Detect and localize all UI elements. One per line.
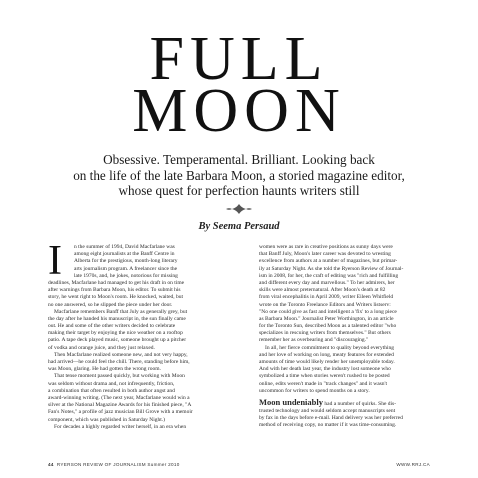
text-line: silver at the National Magazine Awards for his finished piece, "A: [48, 402, 192, 409]
text-line: Fan's Notes," a profile of jazz musician Bill Grove with a memoir: [48, 409, 193, 416]
text-line: component, which was published in Saturday Night.): [48, 416, 166, 423]
text-line: out. He and some of the other writers decided to celebrate: [48, 323, 176, 330]
text-line: late 1970s, and, he jokes, notorious for missing: [74, 272, 178, 279]
page-footer: [48, 462, 430, 467]
headline-line-1: FULL: [149, 25, 329, 93]
deck-line: on the life of the late Barbara Moon, a storied magazine editor,: [73, 167, 405, 183]
text-line: And with her death last year, the industry lost someone who: [259, 366, 391, 373]
body-column-right: [259, 244, 455, 430]
text-line: award-winning writing. (The next year, Macfarlane would win a: [48, 394, 190, 401]
text-line: uncommon for writers to spend months on a story.: [259, 387, 370, 394]
text-line: of vodka and orange juice, and they just relaxed.: [48, 344, 155, 351]
text-line: and her love of working on long, meaty features for extended: [259, 351, 394, 358]
text-line: had arrived—he could feel the chill. There, standing before him,: [48, 359, 190, 365]
text-line: among eight journalists at the Banff Centre in: [74, 251, 175, 258]
website: WWW.RRJ.CA: [396, 462, 430, 467]
text-line: deadlines, Macfarlane had managed to get his draft in on time: [48, 279, 185, 286]
text-line: story, he went right to Moon's room. He knocked, waited, but: [48, 294, 184, 301]
text-line: Alberta for the prestigious, month-long literary: [74, 258, 178, 265]
run-in-head: Moon undeniably: [259, 398, 324, 407]
text-line: excellence from authors at a number of magazines, but primar-: [259, 258, 398, 265]
deck-line: Obsessive. Temperamental. Brilliant. Looking back: [103, 152, 375, 167]
text-line: arts journalism program. A freelancer since the: [74, 265, 178, 272]
text-line: method of receiving copy, no matter if it was time-consuming.: [259, 422, 397, 429]
publication-name: RYERSON REVIEW OF JOURNALISM Summer 2010: [56, 462, 180, 467]
text-line: women were as rare in creative positions as sunny days were: [259, 244, 393, 250]
text-line: that Banff July, Moon's later career was devoted to wresting: [259, 251, 391, 258]
ornament-icon: [224, 203, 254, 215]
text-line: specializes in rescuing writers from themselves." But others: [259, 330, 391, 337]
text-line: online, edits weren't made in "track changes" and it wasn't: [259, 380, 388, 387]
text-line: Then Macfarlane realized someone new, and not very happy,: [54, 351, 188, 358]
text-line: the day after he handed his manuscript in, the sun finally came: [48, 315, 186, 322]
text-line: and different every day and marvellous." To her admirers, her: [259, 279, 395, 286]
text-line: a combination that often resulted in both author angst and: [48, 387, 175, 394]
text-line: from viral encephalitis in April 2009, writer Eileen Whitfield: [259, 294, 394, 301]
text-line: That tense moment passed quickly, but working with Moon: [54, 373, 185, 380]
text-line: wrote on the Toronto Freelance Editors and Writers listserv:: [259, 301, 391, 308]
text-line: was seldom without drama and, not infrequently, friction,: [48, 380, 175, 387]
text-line: for the Toronto Sun, described Moon as a talented editor "who: [259, 323, 397, 330]
text-line: Macfarlane remembers Banff that July as generally grey, but: [54, 308, 188, 315]
text-line: In all, her fierce commitment to quality beyond everything: [265, 344, 395, 351]
dropcap: I: [48, 238, 62, 284]
text-line: after warnings from Barbara Moon, his editor. To submit his: [48, 287, 181, 294]
text-line: was Moon, glaring. He had gotten the wrong room.: [48, 366, 161, 373]
text-line: amounts of time would likely render her unemployable today.: [259, 359, 395, 365]
text-line: ily at Saturday Night. As she told the Ryerson Review of Journal-: [259, 265, 404, 272]
body-column-left: [48, 238, 244, 431]
text-line: remember her as overbearing and "discouraging.": [259, 337, 369, 344]
text-line: symbolized a time when stories weren't rushed to be posted: [259, 373, 390, 380]
deck-line: whose quest for perfection haunts writers still: [118, 183, 360, 198]
text-line: trusted technology and would seldom accept manuscripts sent: [259, 407, 396, 414]
text-line: "No one could give as fast and intelligent a 'fix' to a long piece: [259, 308, 397, 315]
text-line: as Barbara Moon." Journalist Peter Worthington, in an article: [259, 315, 394, 322]
text-line: making their target by enjoying the nice weather on a rooftop: [48, 330, 183, 337]
page-number: 44: [48, 462, 54, 467]
text-line: skills were almost preternatural. After Moon's death at 82: [259, 287, 386, 294]
headline-line-2: MOON: [132, 77, 346, 145]
run-in-text: had a number of quirks. She dis-: [324, 400, 397, 407]
text-line: [259, 399, 455, 408]
text-line: n the summer of 1994, David Macfarlane was: [74, 244, 175, 250]
deck: [62, 152, 416, 199]
text-line: patio. A tape deck played music, someone brought up a pitcher: [48, 337, 187, 344]
text-line: For decades a highly regarded writer herself, in an era when: [54, 423, 187, 430]
byline: By Seema Persaud: [198, 221, 280, 232]
text-line: no one answered, so he slipped the piece under her door.: [48, 301, 173, 308]
text-line: ism in 2008, for her, the craft of editing was "rich and fulfilling: [259, 272, 399, 279]
text-line: by fax in the days before e-mail. Hand delivery was her preferred: [259, 415, 403, 422]
